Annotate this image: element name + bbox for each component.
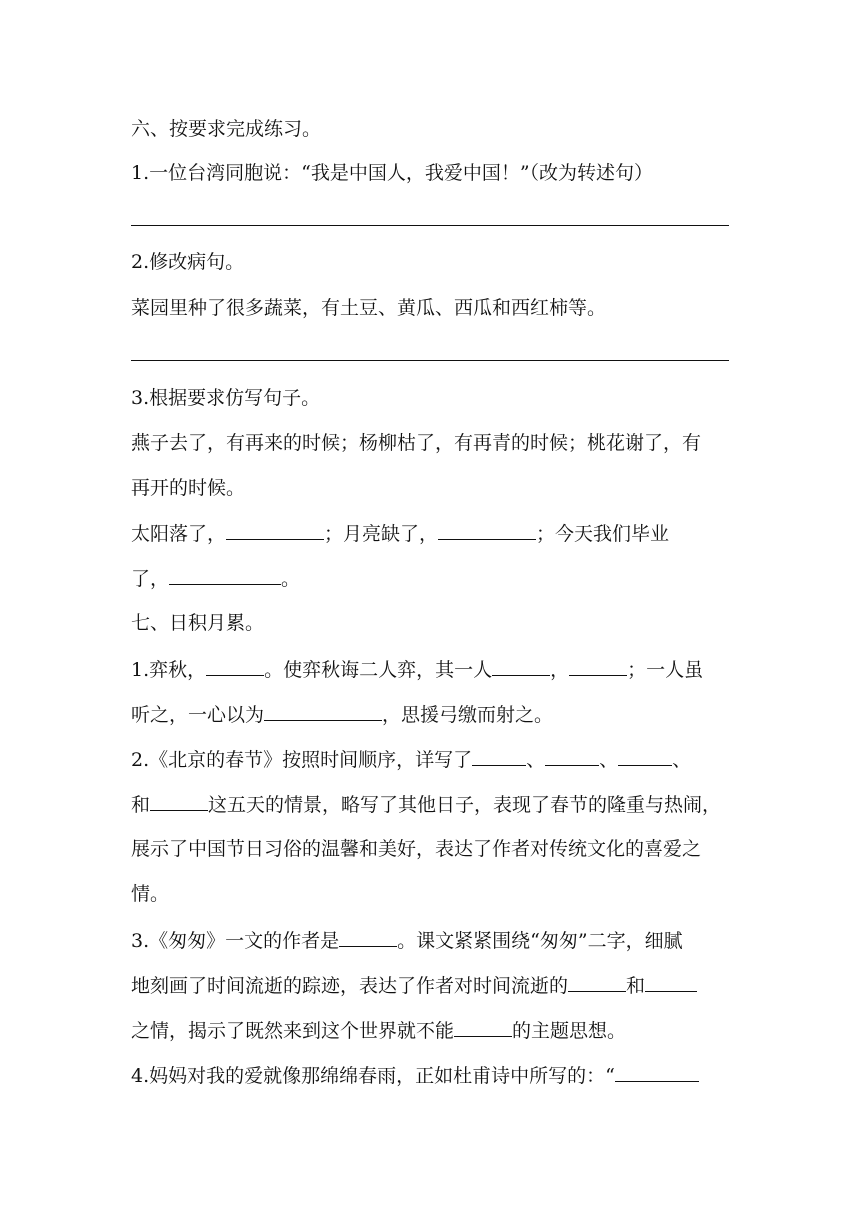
item-3-line-1 — [131, 928, 731, 953]
item-1-line-1 — [131, 657, 731, 682]
fill-text: 了， — [131, 568, 170, 590]
section-seven-heading: 七、日积月累。 — [131, 612, 265, 634]
question-1-text: 1.一位台湾同胞说：“我是中国人，我爱中国！”（改为转述句） — [131, 162, 654, 184]
fill-text: 太阳落了， — [131, 523, 227, 545]
item-text: 。使弈秋诲二人弈，其一人 — [264, 659, 493, 681]
item-2-line-4: 情。 — [131, 883, 170, 905]
question-2-title: 2.修改病句。 — [131, 251, 245, 273]
item-text: 的主题思想。 — [512, 1020, 627, 1042]
question-3-fill-line-1 — [131, 521, 731, 546]
item-text: ， — [550, 659, 570, 681]
blank-field[interactable] — [264, 702, 382, 721]
question-3-example-line-2: 再开的时候。 — [131, 477, 246, 499]
question-2-sentence: 菜园里种了很多蔬菜，有土豆、黄瓜、西瓜和西红柿等。 — [131, 297, 607, 319]
blank-field[interactable] — [492, 657, 550, 676]
fill-text: ；今天我们毕业 — [536, 523, 670, 545]
item-text: 地刻画了时间流逝的踪迹，表达了作者对时间流逝的 — [131, 975, 569, 997]
blank-field[interactable] — [645, 973, 697, 992]
blank-field[interactable] — [615, 1063, 699, 1082]
blank-field[interactable] — [339, 928, 397, 947]
blank-field[interactable] — [545, 747, 599, 766]
blank-field[interactable] — [150, 792, 208, 811]
item-3-line-2 — [131, 973, 731, 998]
item-text: ；一人虽 — [627, 659, 704, 681]
item-2-line-3: 展示了中国节日习俗的温馨和美好，表达了作者对传统文化的喜爱之 — [131, 838, 702, 860]
blank-field[interactable] — [472, 747, 526, 766]
section-six-heading: 六、按要求完成练习。 — [131, 118, 322, 140]
blank-field[interactable] — [226, 521, 324, 540]
item-2-line-1 — [131, 747, 731, 772]
item-text: 2.《北京的春节》按照时间顺序，详写了 — [131, 749, 473, 771]
item-text: 这五天的情景，略写了其他日子，表现了春节的隆重与热闹， — [208, 794, 722, 816]
item-text: 、 — [672, 749, 692, 771]
question-3-fill-line-2 — [131, 566, 731, 591]
blank-field[interactable] — [169, 566, 281, 585]
item-4-line-1 — [131, 1063, 731, 1088]
question-3-title: 3.根据要求仿写句子。 — [131, 387, 321, 409]
item-text: 、 — [599, 749, 619, 771]
question-3-example-line-1: 燕子去了，有再来的时候；杨柳枯了，有再青的时候；桃花谢了，有 — [131, 432, 702, 454]
fill-text: ；月亮缺了， — [324, 523, 439, 545]
blank-field[interactable] — [618, 747, 672, 766]
item-1-line-2 — [131, 702, 731, 727]
answer-line-1[interactable] — [131, 225, 729, 226]
blank-field[interactable] — [568, 973, 626, 992]
item-text: 听之，一心以为 — [131, 704, 265, 726]
item-text: ，思援弓缴而射之。 — [382, 704, 554, 726]
blank-field[interactable] — [438, 521, 536, 540]
blank-field[interactable] — [206, 657, 264, 676]
item-3-line-3 — [131, 1018, 731, 1043]
item-text: 。课文紧紧围绕“匆匆”二字，细腻 — [397, 930, 683, 952]
item-text: 1.弈秋， — [131, 659, 207, 681]
blank-field[interactable] — [454, 1018, 512, 1037]
item-text: 3.《匆匆》一文的作者是 — [131, 930, 340, 952]
item-text: 和 — [131, 794, 151, 816]
fill-text: 。 — [281, 568, 301, 590]
item-text: 和 — [626, 975, 646, 997]
item-2-line-2 — [131, 792, 731, 817]
item-text: 4.妈妈对我的爱就像那绵绵春雨，正如杜甫诗中所写的：“ — [131, 1065, 615, 1087]
item-text: 之情，揭示了既然来到这个世界就不能 — [131, 1020, 455, 1042]
answer-line-2[interactable] — [131, 360, 729, 361]
item-text: 、 — [526, 749, 546, 771]
blank-field[interactable] — [569, 657, 627, 676]
